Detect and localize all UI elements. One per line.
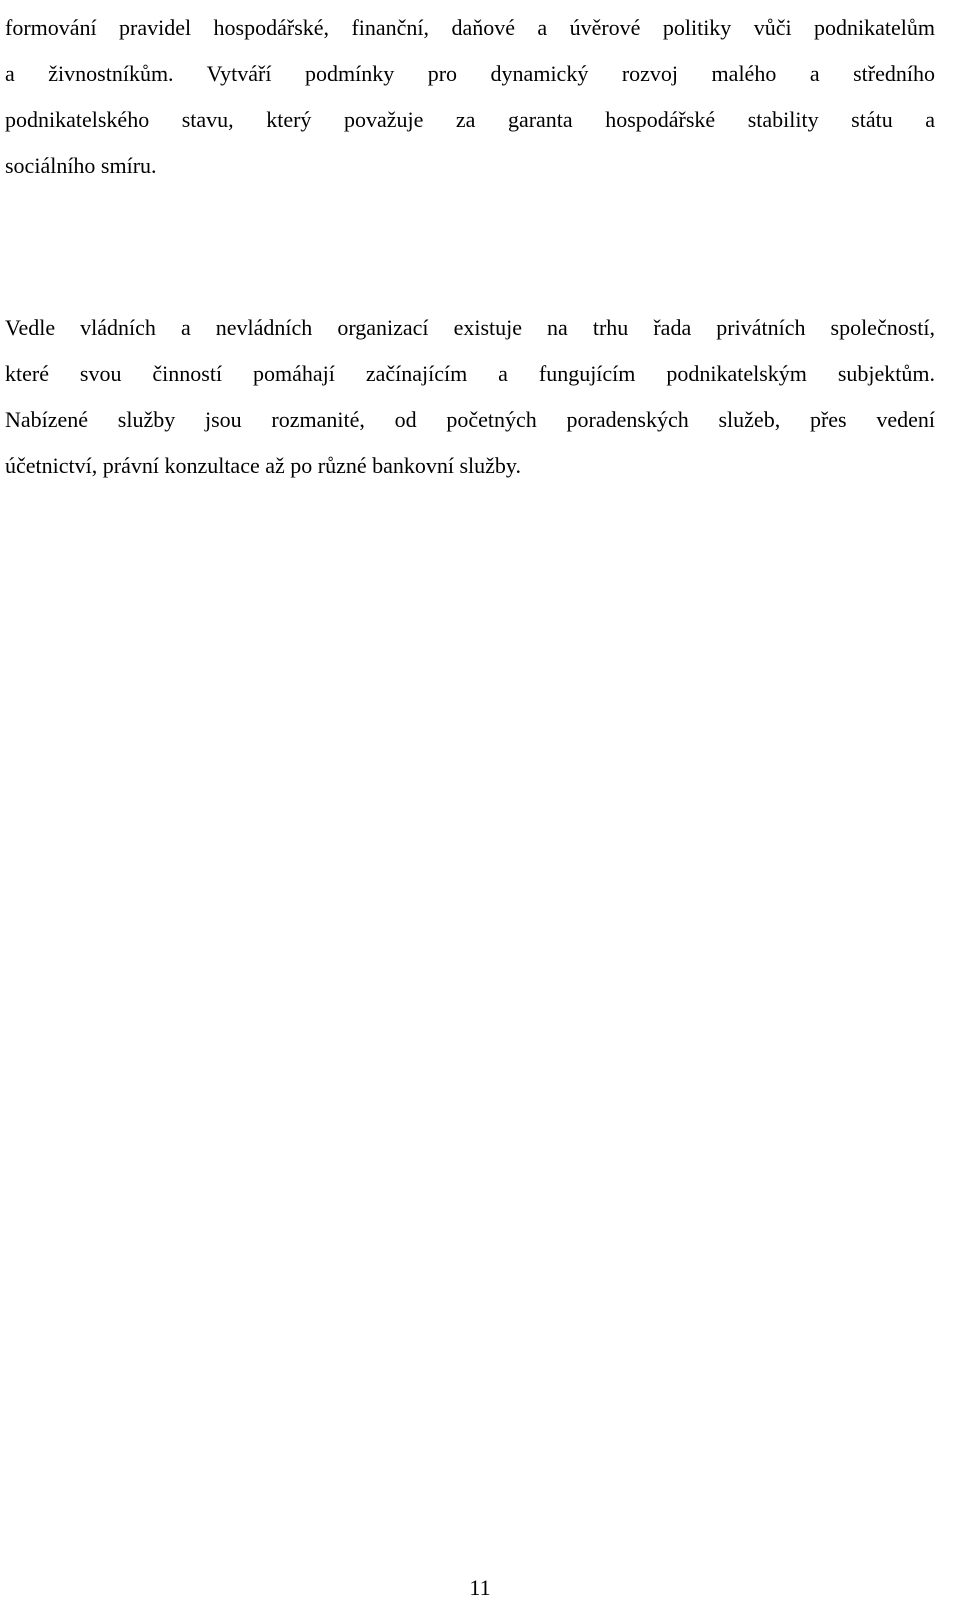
paragraph-line: které svou činností pomáhají začínajícím a fungujícím podnikatelským subjektům. xyxy=(5,361,935,386)
paragraph-line: účetnictví, právní konzultace až po různé bankovní služby. xyxy=(5,453,522,478)
paragraph-1 xyxy=(5,5,935,189)
paragraph-line: podnikatelského stavu, který považuje za garanta hospodářské stability státu a xyxy=(5,107,935,132)
paragraph-line: Nabízené služby jsou rozmanité, od početných poradenských služeb, přes vedení xyxy=(5,407,935,432)
paragraph-line: sociálního smíru. xyxy=(5,153,157,178)
page-number: 11 xyxy=(469,1575,491,1600)
paragraph-line: a živnostníkům. Vytváří podmínky pro dynamický rozvoj malého a středního xyxy=(5,61,935,86)
paragraph-2 xyxy=(5,305,935,489)
paragraph-line: formování pravidel hospodářské, finanční, daňové a úvěrové politiky vůči podnikatelům xyxy=(5,15,935,40)
paragraph-line: Vedle vládních a nevládních organizací existuje na trhu řada privátních společností, xyxy=(5,315,935,340)
